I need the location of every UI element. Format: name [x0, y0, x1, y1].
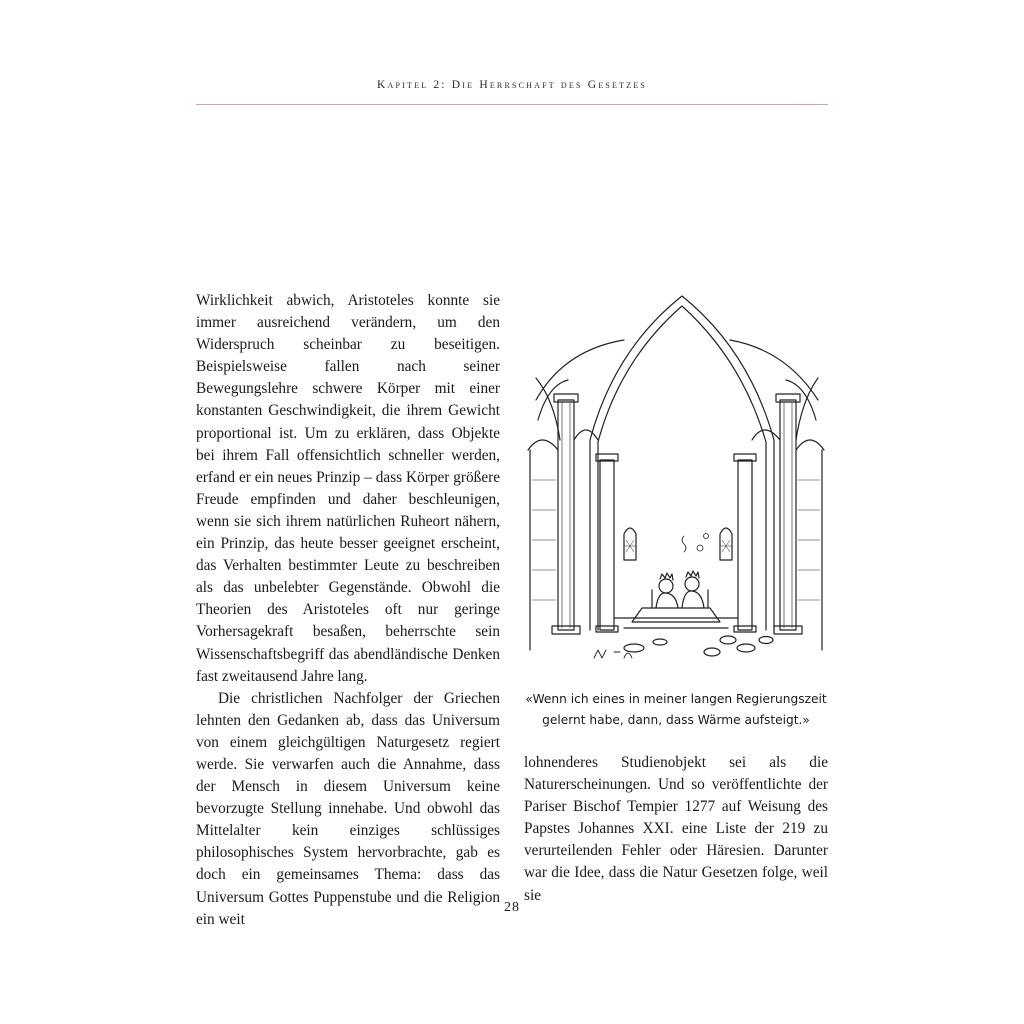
left-column	[196, 290, 500, 931]
header-rule	[196, 104, 828, 105]
paragraph: Die christlichen Nachfolger der Griechen lehnten den Gedanken ab, dass das Universum von einem gleichgültigen Naturgesetz regiert werde. Sie verwarfen auch die Annahme, dass der Mensch in diesem Universum keine bevorzugte Stellung innehabe. Und obwohl das Mittelalter kein einziges schlüssiges philosophisches System hervorbrachte, gab es doch ein gemeinsames Thema: dass das Universum Gottes Puppenstube und die Religion ein weit	[196, 689, 500, 928]
right-column	[524, 752, 828, 907]
page-number: 28	[504, 900, 520, 915]
running-head: Kapitel 2: Die Herrschaft des Gesetzes	[377, 79, 647, 91]
paragraph: lohnenderes Studienobjekt sei als die Naturerscheinungen. Und so veröffentlichte der Pariser Bischof Tempier 1277 auf Weisung des Papstes Johannes XXI. eine Liste der 219 zu verurteilenden Fehler oder Häresien. Darunter war die Idee, dass die Natur Gesetzen folge, weil sie	[524, 754, 828, 904]
cartoon-illustration	[524, 290, 828, 672]
figure-caption: «Wenn ich eines in meiner langen Regierungszeit gelernt habe, dann, dass Wärme aufsteigt.»	[525, 692, 827, 727]
paragraph: Wirklichkeit abwich, Aristoteles konnte sie immer ausreichend verändern, um den Widerspruch scheinbar zu beseitigen. Beispielsweise fallen nach seiner Bewegungslehre schwere Körper mit einer konstanten Geschwindigkeit, die ihrem Gewicht proportional ist. Um zu erklären, dass Objekte bei ihrem Fall offensichtlich schneller werden, erfand er ein neues Prinzip – dass Körper größere Freude empfinden und daher beschleunigen, wenn sie sich ihrem natürlichen Ruheort nähern, ein Prinzip, das heute besser geeignet erscheint, das Verhalten bestimmter Leute zu beschreiben als das unbelebter Gegenstände. Obwohl die Theorien des Aristoteles oft nur geringe Vorhersagekraft besaßen, beherrschte sein Wissenschaftsbegriff das abendländische Denken fast zweitausend Jahre lang.	[196, 292, 500, 685]
